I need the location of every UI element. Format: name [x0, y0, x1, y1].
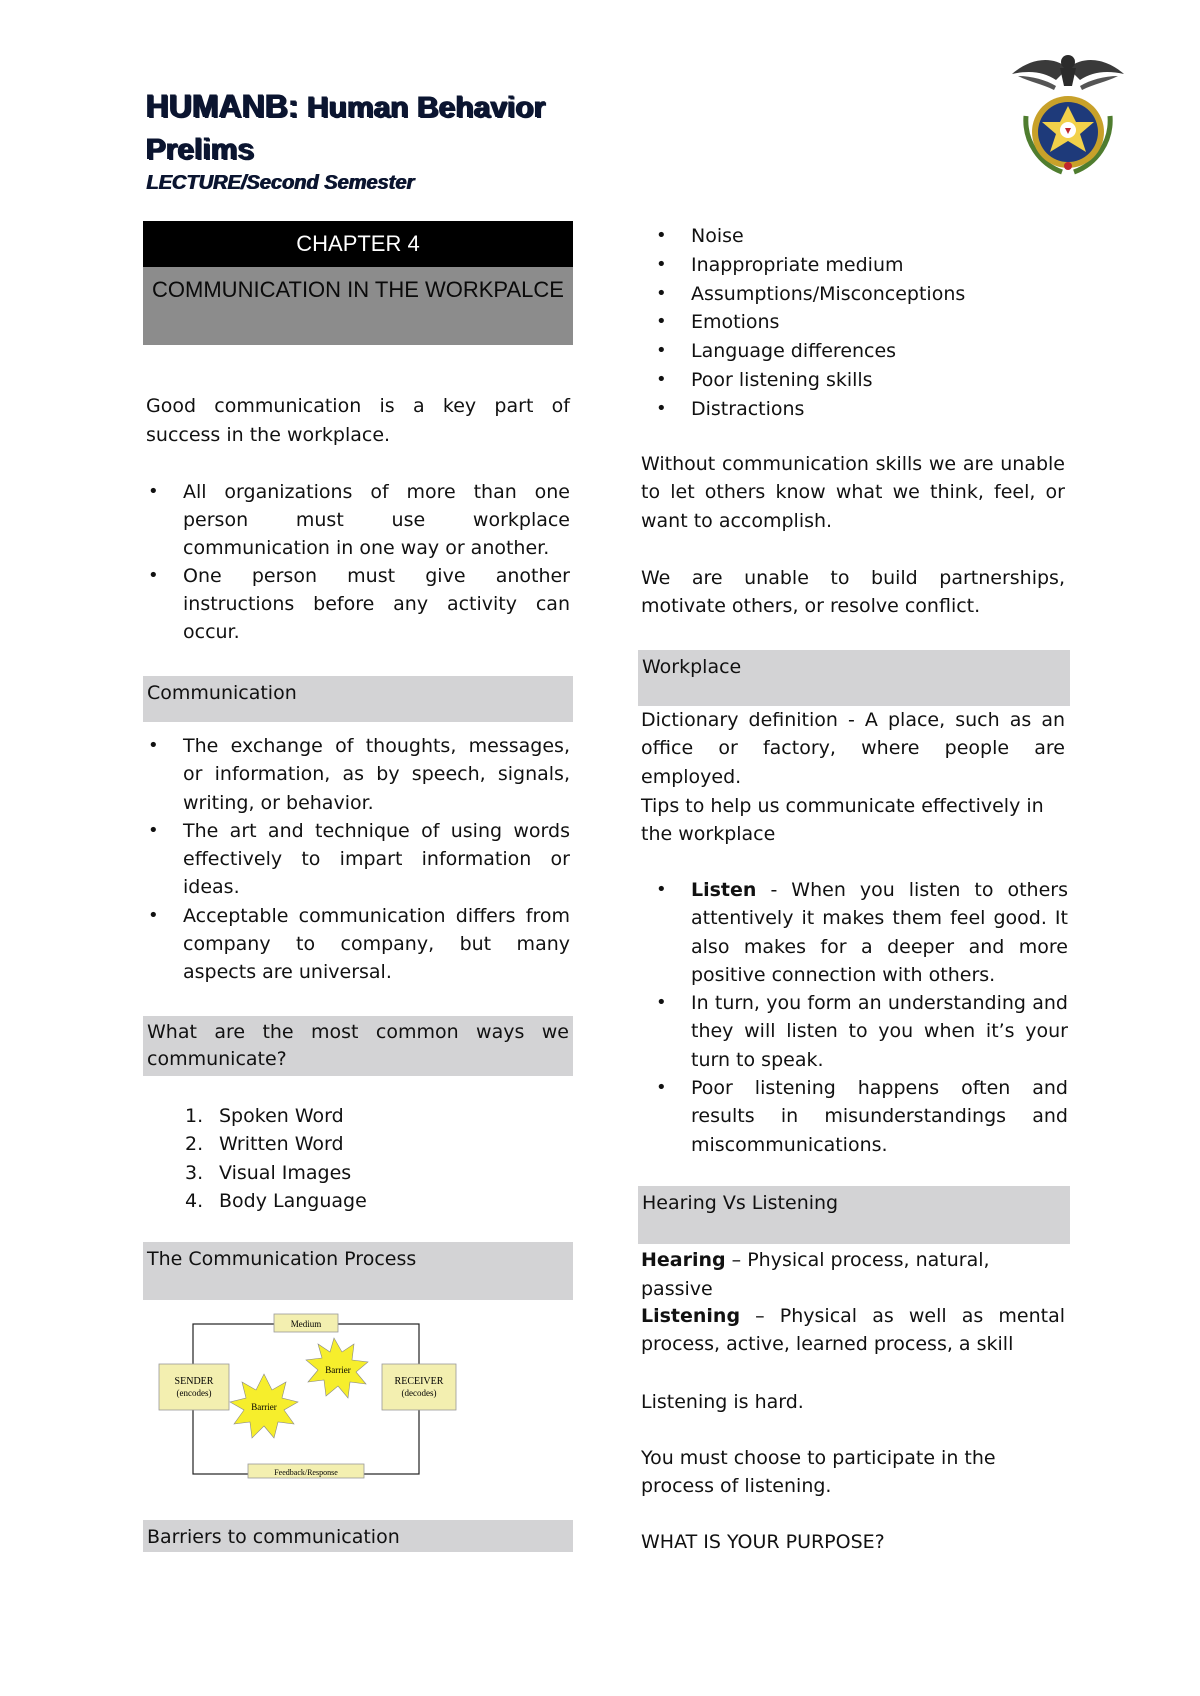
listening-hard-text: Listening is hard. — [641, 1391, 804, 1413]
intro-bullet-list — [146, 478, 570, 646]
barrier-label: Barrier — [251, 1402, 277, 1412]
list-item: • Emotions — [654, 308, 1068, 337]
chapter-number-bar: CHAPTER 4 — [143, 221, 573, 267]
barriers-bullet-list — [654, 222, 1068, 424]
section-heading-barriers — [143, 1520, 573, 1552]
feedback-label: Feedback/Response — [274, 1468, 338, 1477]
dictionary-definition: Dictionary definition - A place, such as an office or factory, where people are employed. — [641, 709, 1065, 788]
list-item: • Noise — [654, 222, 1068, 251]
listening-definition: Listening – Physical as well as mental process, active, learned process, a skill — [641, 1305, 1065, 1356]
list-item: • In turn, you form an understanding and they will listen to you when it’s your turn to speak. — [654, 989, 1068, 1074]
listening-term: Listening — [641, 1305, 741, 1327]
list-item: 1. Spoken Word — [185, 1105, 344, 1127]
list-item: • The exchange of thoughts, messages, or information, as by speech, signals, writing, or behavior. — [146, 732, 570, 817]
communication-process-diagram — [156, 1310, 462, 1480]
section-heading-workplace — [638, 650, 1070, 706]
list-item: • Poor listening skills — [654, 366, 1068, 395]
list-item: • Listen - When you listen to others attentively it makes them feel good. It also makes for a deeper and more positive connection with others. — [654, 876, 1068, 989]
list-item: • Assumptions/Misconceptions — [654, 280, 1068, 309]
purpose-question: WHAT IS YOUR PURPOSE? — [641, 1531, 885, 1553]
must-choose-paragraph: You must choose to participate in the process of listening. — [641, 1447, 996, 1498]
list-item: • One person must give another instructions before any activity can occur. — [146, 562, 570, 646]
section-heading-process — [143, 1242, 573, 1300]
course-title — [146, 84, 616, 130]
ways-numbered-list — [146, 1102, 570, 1215]
receiver-label: RECEIVER — [394, 1376, 444, 1387]
section-heading-label: Barriers to communication — [147, 1526, 400, 1548]
sender-label: SENDER — [174, 1376, 214, 1387]
sender-sub-label: (encodes) — [176, 1388, 212, 1398]
list-item: • Inappropriate medium — [654, 251, 1068, 280]
course-name: Human Behavior — [307, 91, 546, 124]
medium-label: Medium — [290, 1319, 322, 1329]
receiver-sub-label: (decodes) — [401, 1388, 437, 1398]
chapter-title: COMMUNICATION IN THE WORKPALCE — [152, 277, 564, 302]
section-heading-communication — [143, 676, 573, 722]
list-item: 4. Body Language — [185, 1189, 367, 1212]
document-header — [146, 84, 616, 195]
lecture-subtitle: LECTURE/Second Semester — [146, 172, 414, 194]
tips-bullet-list — [654, 876, 1068, 1159]
list-item: • Language differences — [654, 337, 1068, 366]
school-emblem-logo — [1010, 46, 1126, 178]
list-item: 3. Visual Images — [185, 1161, 352, 1184]
list-item: • Distractions — [654, 395, 1068, 424]
section-heading-label: What are the most common ways we communicate? — [147, 1021, 569, 1070]
list-item: • The art and technique of using words effectively to impart information or ideas. — [146, 817, 570, 902]
section-heading-hearing — [638, 1186, 1070, 1244]
list-item: • Acceptable communication differs from company to company, but many aspects are universal. — [146, 902, 570, 987]
receiver-box — [382, 1364, 456, 1410]
hearing-definition: Hearing – Physical process, natural, passive — [641, 1249, 990, 1300]
without-skills-paragraph: Without communication skills we are unable to let others know what we think, feel, or want to accomplish. — [641, 453, 1065, 532]
section-heading-label: The Communication Process — [147, 1248, 417, 1270]
hearing-term: Hearing — [641, 1249, 726, 1271]
list-item: • All organizations of more than one person must use workplace communication in one way or another. — [146, 478, 570, 562]
term-label: Prelims — [146, 133, 255, 166]
barrier-label: Barrier — [325, 1365, 351, 1375]
unable-build-paragraph: We are unable to build partnerships, motivate others, or resolve conflict. — [641, 567, 1065, 618]
sender-box — [159, 1364, 229, 1410]
section-heading-label: Workplace — [642, 656, 742, 678]
tip-term: Listen — [691, 879, 757, 901]
intro-paragraph: Good communication is a key part of success in the workplace. — [146, 395, 570, 446]
section-heading-label: Communication — [147, 682, 297, 704]
tips-intro: Tips to help us communicate effectively in the workplace — [641, 795, 1044, 846]
communication-bullet-list — [146, 732, 570, 987]
section-heading-label: Hearing Vs Listening — [642, 1192, 839, 1214]
course-code: HUMANB: — [146, 88, 299, 124]
section-heading-ways — [143, 1016, 573, 1076]
list-item: 2. Written Word — [185, 1133, 344, 1156]
list-item: • Poor listening happens often and results in misunderstandings and miscommunications. — [654, 1074, 1068, 1159]
chapter-title-box — [143, 267, 573, 345]
